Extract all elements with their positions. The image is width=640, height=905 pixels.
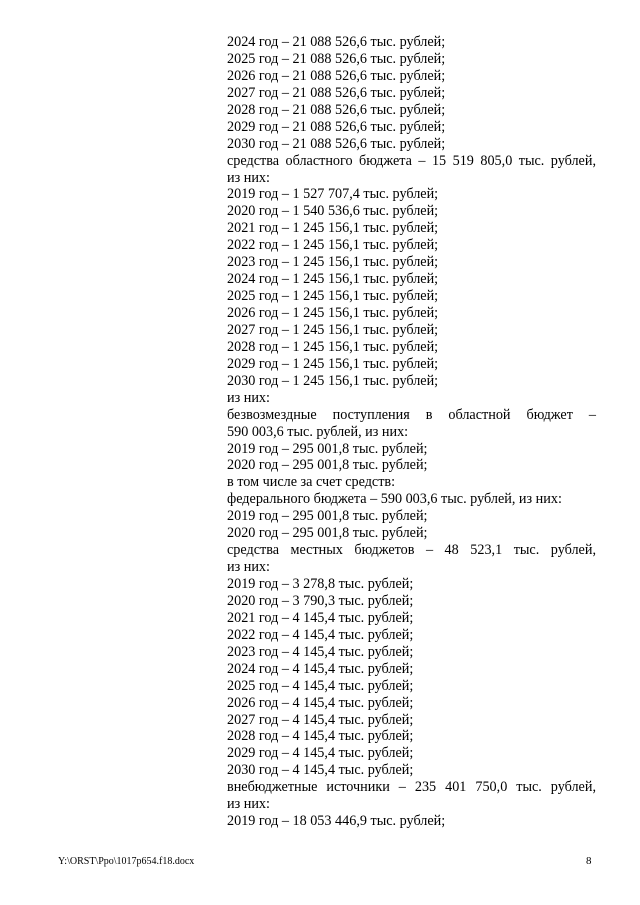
text-line: 2021 год – 4 145,4 тыс. рублей; [227,609,414,626]
text-line: из них: [227,796,270,813]
text-line: 2030 год – 1 245 156,1 тыс. рублей; [227,372,439,389]
text-line: 2029 год – 1 245 156,1 тыс. рублей; [227,355,439,372]
text-line-justified: средства местных бюджетов – 48 523,1 тыс. рублей, [227,542,596,559]
text-line: в том числе за счет средств: [227,474,396,491]
footer-file-path: Y:\ORST\Ppo\1017p654.f18.docx [58,856,195,867]
text-line: 2019 год – 295 001,8 тыс. рублей; [227,508,428,525]
text-line: 2025 год – 1 245 156,1 тыс. рублей; [227,288,439,305]
text-line: 2027 год – 21 088 526,6 тыс. рублей; [227,84,446,101]
text-line: 2025 год – 4 145,4 тыс. рублей; [227,677,414,694]
text-line: 2030 год – 21 088 526,6 тыс. рублей; [227,135,446,152]
text-line: 2020 год – 3 790,3 тыс. рублей; [227,592,414,609]
page-body [227,34,596,830]
text-line: 2020 год – 1 540 536,6 тыс. рублей; [227,203,439,220]
text-line: 2019 год – 18 053 446,9 тыс. рублей; [227,813,446,830]
text-line: 2019 год – 1 527 707,4 тыс. рублей; [227,186,439,203]
text-line: 2028 год – 1 245 156,1 тыс. рублей; [227,338,439,355]
text-line: федерального бюджета – 590 003,6 тыс. рублей, из них: [227,491,562,508]
text-line: 2021 год – 1 245 156,1 тыс. рублей; [227,220,439,237]
text-line: 2023 год – 4 145,4 тыс. рублей; [227,643,414,660]
page-number: 8 [586,855,592,867]
text-line: 2027 год – 4 145,4 тыс. рублей; [227,711,414,728]
text-line-justified: внебюджетные источники – 235 401 750,0 тыс. рублей, [227,779,596,796]
text-line: 2028 год – 21 088 526,6 тыс. рублей; [227,101,446,118]
text-line: 2028 год – 4 145,4 тыс. рублей; [227,728,414,745]
text-line: 2029 год – 21 088 526,6 тыс. рублей; [227,118,446,135]
text-line: из них: [227,559,270,576]
text-line: 2026 год – 1 245 156,1 тыс. рублей; [227,305,439,322]
text-line: 2019 год – 295 001,8 тыс. рублей; [227,440,428,457]
text-line: 2027 год – 1 245 156,1 тыс. рублей; [227,321,439,338]
text-line-justified: безвозмездные поступления в областной бюджет – [227,406,596,423]
text-line: 2020 год – 295 001,8 тыс. рублей; [227,525,428,542]
text-line: 2020 год – 295 001,8 тыс. рублей; [227,457,428,474]
text-line: 590 003,6 тыс. рублей, из них: [227,423,409,440]
text-line: 2024 год – 1 245 156,1 тыс. рублей; [227,271,439,288]
text-line: 2023 год – 1 245 156,1 тыс. рублей; [227,254,439,271]
text-line: 2024 год – 4 145,4 тыс. рублей; [227,660,414,677]
text-line: 2024 год – 21 088 526,6 тыс. рублей; [227,34,446,50]
text-line: 2022 год – 4 145,4 тыс. рублей; [227,626,414,643]
text-line: 2022 год – 1 245 156,1 тыс. рублей; [227,237,439,254]
text-line: 2025 год – 21 088 526,6 тыс. рублей; [227,50,446,67]
text-line: 2029 год – 4 145,4 тыс. рублей; [227,745,414,762]
text-line: из них: [227,389,270,406]
text-line: 2019 год – 3 278,8 тыс. рублей; [227,576,414,593]
text-line: 2026 год – 21 088 526,6 тыс. рублей; [227,67,446,84]
text-line: 2030 год – 4 145,4 тыс. рублей; [227,762,414,779]
text-line: из них: [227,169,270,186]
text-line-justified: средства областного бюджета – 15 519 805,0 тыс. рублей, [227,152,596,169]
text-line: 2026 год – 4 145,4 тыс. рублей; [227,694,414,711]
